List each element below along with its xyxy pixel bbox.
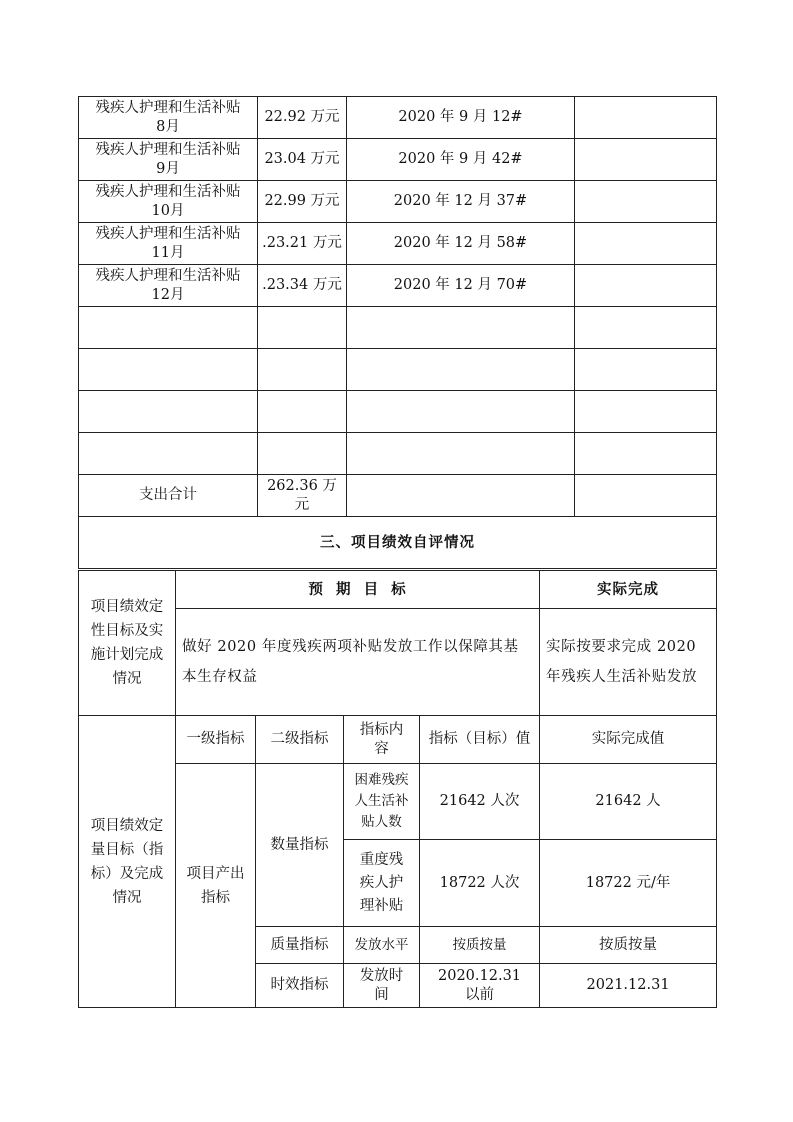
- target-cell: 2020.12.31 以前: [420, 964, 540, 1008]
- actual-cell: 21642 人: [540, 764, 717, 840]
- content-cell: 困难残疾 人生活补 贴人数: [344, 764, 420, 840]
- note-cell: [575, 181, 717, 223]
- expenditure-table: [78, 96, 717, 569]
- empty-row: [79, 307, 717, 349]
- amount-cell: 23.04 万元: [258, 139, 347, 181]
- level1-name: 项目产出 指标: [176, 764, 256, 1008]
- voucher-cell: 2020 年 12 月 70#: [347, 265, 575, 307]
- actual-cell: 2021.12.31: [540, 964, 717, 1008]
- level1-header: 一级指标: [176, 716, 256, 764]
- section-title: 三、项目绩效自评情况: [79, 517, 717, 569]
- content-cell: 发放水平: [344, 927, 420, 964]
- voucher-cell: 2020 年 12 月 37#: [347, 181, 575, 223]
- actual-cell: 按质按量: [540, 927, 717, 964]
- note-cell: [575, 265, 717, 307]
- target-cell: 按质按量: [420, 927, 540, 964]
- item-cell: 残疾人护理和生活补贴 11月: [79, 223, 258, 265]
- table-row: [79, 97, 717, 139]
- empty-row: [79, 433, 717, 475]
- table-row: [79, 181, 717, 223]
- total-amount: 262.36 万 元: [258, 475, 347, 517]
- content-header: 指标内 容: [344, 716, 420, 764]
- performance-table: [78, 570, 717, 1008]
- amount-cell: .23.34 万元: [258, 265, 347, 307]
- amount-cell: .23.21 万元: [258, 223, 347, 265]
- total-row: [79, 475, 717, 517]
- table-row: [79, 265, 717, 307]
- table-row: [79, 139, 717, 181]
- target-header: 指标（目标）值: [420, 716, 540, 764]
- empty-row: [79, 349, 717, 391]
- qualitative-label: 项目绩效定 性目标及实 施计划完成 情况: [79, 571, 176, 716]
- actual-cell: 18722 元/年: [540, 840, 717, 927]
- target-cell: 18722 人次: [420, 840, 540, 927]
- item-cell: 残疾人护理和生活补贴 10月: [79, 181, 258, 223]
- item-cell: 残疾人护理和生活补贴 8月: [79, 97, 258, 139]
- note-cell: [575, 223, 717, 265]
- actual-header: 实际完成值: [540, 716, 717, 764]
- table-row: [79, 223, 717, 265]
- content-cell: 重度残 疾人护 理补贴: [344, 840, 420, 927]
- voucher-cell: 2020 年 9 月 12#: [347, 97, 575, 139]
- actual-completion-text: 实际按要求完成 2020 年残疾人生活补贴发放: [540, 609, 717, 716]
- section-title-row: [79, 517, 717, 569]
- item-cell: 残疾人护理和生活补贴 12月: [79, 265, 258, 307]
- voucher-cell: 2020 年 12 月 58#: [347, 223, 575, 265]
- expected-goal-text: 做好 2020 年度残疾两项补贴发放工作以保障其基本生存权益: [176, 609, 540, 716]
- level2-header: 二级指标: [256, 716, 344, 764]
- item-cell: 残疾人护理和生活补贴 9月: [79, 139, 258, 181]
- note-cell: [575, 97, 717, 139]
- level2-name: 质量指标: [256, 927, 344, 964]
- expected-goal-header: 预 期 目 标: [176, 571, 540, 609]
- actual-completion-header: 实际完成: [540, 571, 717, 609]
- voucher-cell: 2020 年 9 月 42#: [347, 139, 575, 181]
- total-label: 支出合计: [79, 475, 258, 517]
- amount-cell: 22.99 万元: [258, 181, 347, 223]
- amount-cell: 22.92 万元: [258, 97, 347, 139]
- quantitative-label: 项目绩效定 量目标（指 标）及完成 情况: [79, 716, 176, 1008]
- content-cell: 发放时 间: [344, 964, 420, 1008]
- level2-name: 数量指标: [256, 764, 344, 927]
- note-cell: [575, 139, 717, 181]
- empty-row: [79, 391, 717, 433]
- level2-name: 时效指标: [256, 964, 344, 1008]
- target-cell: 21642 人次: [420, 764, 540, 840]
